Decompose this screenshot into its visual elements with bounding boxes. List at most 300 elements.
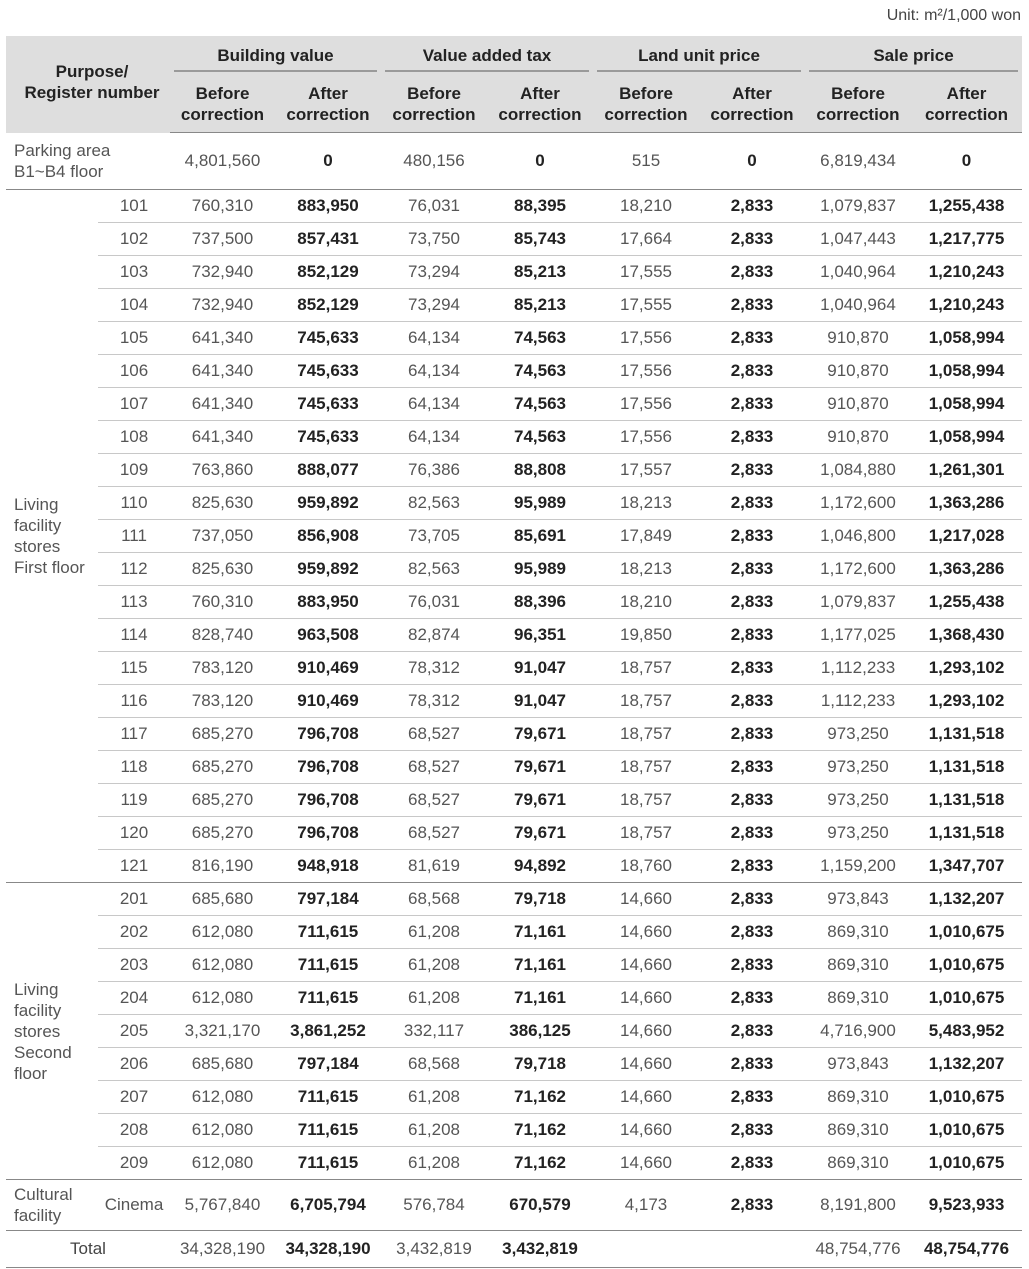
cell-vat-after: 79,671 xyxy=(487,784,593,817)
cell-sale-before: 1,040,964 xyxy=(805,256,911,289)
cell-building-after: 856,908 xyxy=(275,520,381,553)
cell-vat-before: 64,134 xyxy=(381,388,487,421)
table-row xyxy=(6,1147,1022,1180)
cell-land-after: 2,833 xyxy=(699,685,805,718)
cell-building-before: 760,310 xyxy=(170,586,275,619)
cell-building-after: 3,861,252 xyxy=(275,1015,381,1048)
register-number: 114 xyxy=(98,619,170,652)
cell-vat-before: 480,156 xyxy=(381,133,487,190)
cell-vat-after: 74,563 xyxy=(487,421,593,454)
cell-vat-after: 85,743 xyxy=(487,223,593,256)
cell-building-before: 760,310 xyxy=(170,190,275,223)
cell-building-before: 612,080 xyxy=(170,916,275,949)
cell-vat-after: 94,892 xyxy=(487,850,593,883)
register-number: 120 xyxy=(98,817,170,850)
cell-building-after: 745,633 xyxy=(275,355,381,388)
cell-vat-after: 91,047 xyxy=(487,652,593,685)
cell-vat-before: 81,619 xyxy=(381,850,487,883)
cell-sale-after: 1,131,518 xyxy=(911,718,1022,751)
cell-vat-after: 79,718 xyxy=(487,883,593,916)
cell-building-after: 711,615 xyxy=(275,1081,381,1114)
cell-building-after: 797,184 xyxy=(275,883,381,916)
cell-vat-before: 73,294 xyxy=(381,256,487,289)
cell-land-after: 2,833 xyxy=(699,487,805,520)
register-number: 117 xyxy=(98,718,170,751)
cell-land-before: 14,660 xyxy=(593,1081,699,1114)
cell-vat-before: 61,208 xyxy=(381,1114,487,1147)
table-row xyxy=(6,520,1022,553)
cell-land-before: 17,849 xyxy=(593,520,699,553)
cell-sale-after: 1,131,518 xyxy=(911,784,1022,817)
cell-sale-before: 910,870 xyxy=(805,421,911,454)
cell-sale-after: 1,255,438 xyxy=(911,190,1022,223)
cell-building-before: 816,190 xyxy=(170,850,275,883)
cell-sale-before: 869,310 xyxy=(805,916,911,949)
register-number: 206 xyxy=(98,1048,170,1081)
register-number: 113 xyxy=(98,586,170,619)
cell-sale-after: 1,293,102 xyxy=(911,652,1022,685)
cell-building-before: 612,080 xyxy=(170,1081,275,1114)
register-number: 209 xyxy=(98,1147,170,1180)
cell-vat-after: 386,125 xyxy=(487,1015,593,1048)
table-row xyxy=(6,652,1022,685)
cell-building-after: 797,184 xyxy=(275,1048,381,1081)
cell-total-sale-before: 48,754,776 xyxy=(805,1231,911,1268)
cell-land-before: 14,660 xyxy=(593,949,699,982)
cell-vat-before: 82,563 xyxy=(381,553,487,586)
cell-building-before: 641,340 xyxy=(170,388,275,421)
cell-building-after: 948,918 xyxy=(275,850,381,883)
cell-vat-after: 74,563 xyxy=(487,322,593,355)
register-number: 201 xyxy=(98,883,170,916)
register-number: 112 xyxy=(98,553,170,586)
cell-sale-after: 1,132,207 xyxy=(911,883,1022,916)
cell-sale-before: 1,172,600 xyxy=(805,553,911,586)
cell-land-after: 2,833 xyxy=(699,883,805,916)
cell-land-before: 18,757 xyxy=(593,817,699,850)
cell-land-after: 2,833 xyxy=(699,784,805,817)
cell-vat-after: 71,162 xyxy=(487,1114,593,1147)
cell-total-building-after: 34,328,190 xyxy=(275,1231,381,1268)
header-sale-price: Sale price xyxy=(805,36,1022,76)
table-body xyxy=(6,133,1022,1268)
table-row xyxy=(6,454,1022,487)
cell-land-before: 515 xyxy=(593,133,699,190)
register-number: 103 xyxy=(98,256,170,289)
cell-building-before: 685,270 xyxy=(170,751,275,784)
cell-sale-after: 1,363,286 xyxy=(911,553,1022,586)
cell-sale-before: 869,310 xyxy=(805,1081,911,1114)
cell-vat-after: 79,671 xyxy=(487,817,593,850)
cell-building-after: 910,469 xyxy=(275,652,381,685)
cell-building-before: 783,120 xyxy=(170,652,275,685)
register-number: 109 xyxy=(98,454,170,487)
register-number: 111 xyxy=(98,520,170,553)
cell-vat-before: 61,208 xyxy=(381,1147,487,1180)
table-row xyxy=(6,685,1022,718)
cell-vat-after: 91,047 xyxy=(487,685,593,718)
table-row xyxy=(6,322,1022,355)
row-label-parking: Parking area B1~B4 floor xyxy=(6,133,170,190)
cell-building-after: 888,077 xyxy=(275,454,381,487)
cell-sale-before: 869,310 xyxy=(805,949,911,982)
cell-sale-after: 1,010,675 xyxy=(911,1081,1022,1114)
cell-building-after: 711,615 xyxy=(275,916,381,949)
cell-vat-before: 64,134 xyxy=(381,355,487,388)
cell-sale-before: 910,870 xyxy=(805,355,911,388)
cell-land-after: 2,833 xyxy=(699,553,805,586)
cell-building-after: 711,615 xyxy=(275,949,381,982)
cell-building-before: 737,050 xyxy=(170,520,275,553)
cell-vat-after: 74,563 xyxy=(487,388,593,421)
cell-vat-before: 73,750 xyxy=(381,223,487,256)
cell-vat-before: 68,527 xyxy=(381,718,487,751)
cell-vat-after: 88,395 xyxy=(487,190,593,223)
cell-land-before: 17,556 xyxy=(593,322,699,355)
table-row xyxy=(6,223,1022,256)
table-row xyxy=(6,817,1022,850)
cell-building-before: 612,080 xyxy=(170,1114,275,1147)
cell-vat-after: 0 xyxy=(487,133,593,190)
table-row xyxy=(6,421,1022,454)
cell-land-before: 18,213 xyxy=(593,553,699,586)
table-row xyxy=(6,883,1022,916)
cell-vat-before: 73,294 xyxy=(381,289,487,322)
cell-vat-after: 85,691 xyxy=(487,520,593,553)
cell-land-after: 2,833 xyxy=(699,718,805,751)
table-row-parking xyxy=(6,133,1022,190)
cell-sale-after: 1,058,994 xyxy=(911,355,1022,388)
cell-land-before: 14,660 xyxy=(593,916,699,949)
header-value-added-tax-before-correction: Before correction xyxy=(381,76,487,133)
cell-sale-after: 0 xyxy=(911,133,1022,190)
header-building-value-before-correction: Before correction xyxy=(170,76,275,133)
cell-land-after: 2,833 xyxy=(699,817,805,850)
cell-sale-before: 4,716,900 xyxy=(805,1015,911,1048)
cell-vat-after: 79,671 xyxy=(487,718,593,751)
row-label-first-floor: Living facility stores First floor xyxy=(6,190,98,883)
cell-sale-before: 1,047,443 xyxy=(805,223,911,256)
cell-building-after: 959,892 xyxy=(275,487,381,520)
table-row xyxy=(6,355,1022,388)
cell-sale-before: 6,819,434 xyxy=(805,133,911,190)
cell-vat-before: 576,784 xyxy=(381,1180,487,1231)
register-number: 101 xyxy=(98,190,170,223)
table-row xyxy=(6,850,1022,883)
cell-land-before: 17,556 xyxy=(593,421,699,454)
cell-land-before: 18,757 xyxy=(593,652,699,685)
cell-land-before: 4,173 xyxy=(593,1180,699,1231)
cell-building-after: 745,633 xyxy=(275,421,381,454)
cell-sale-after: 1,058,994 xyxy=(911,421,1022,454)
register-number: 108 xyxy=(98,421,170,454)
cell-vat-before: 332,117 xyxy=(381,1015,487,1048)
cell-building-before: 5,767,840 xyxy=(170,1180,275,1231)
header-building-value: Building value xyxy=(170,36,381,76)
cell-land-after: 2,833 xyxy=(699,520,805,553)
header-purpose: Purpose/ Register number xyxy=(6,36,170,133)
cell-land-before: 18,757 xyxy=(593,718,699,751)
cell-building-before: 763,860 xyxy=(170,454,275,487)
cell-vat-after: 79,671 xyxy=(487,751,593,784)
register-number: 115 xyxy=(98,652,170,685)
cell-land-after: 2,833 xyxy=(699,454,805,487)
cell-land-after: 2,833 xyxy=(699,223,805,256)
row-label-total: Total xyxy=(6,1231,170,1268)
cell-land-after: 2,833 xyxy=(699,1147,805,1180)
cell-building-before: 641,340 xyxy=(170,322,275,355)
header-land-unit-price: Land unit price xyxy=(593,36,805,76)
cell-land-after: 2,833 xyxy=(699,982,805,1015)
cell-building-before: 825,630 xyxy=(170,487,275,520)
cell-total-land-after xyxy=(699,1231,805,1268)
register-number: 208 xyxy=(98,1114,170,1147)
header-land-unit-price-before-correction: Before correction xyxy=(593,76,699,133)
cell-land-after: 2,833 xyxy=(699,652,805,685)
cell-land-after: 2,833 xyxy=(699,355,805,388)
header-value-added-tax: Value added tax xyxy=(381,36,593,76)
cell-building-before: 685,270 xyxy=(170,817,275,850)
register-number: 119 xyxy=(98,784,170,817)
cell-sale-before: 973,250 xyxy=(805,718,911,751)
cell-sale-after: 1,255,438 xyxy=(911,586,1022,619)
cell-building-after: 745,633 xyxy=(275,322,381,355)
cell-vat-after: 95,989 xyxy=(487,487,593,520)
cell-sale-after: 1,010,675 xyxy=(911,916,1022,949)
table-row xyxy=(6,1015,1022,1048)
cell-building-after: 711,615 xyxy=(275,982,381,1015)
cell-vat-after: 71,161 xyxy=(487,949,593,982)
cell-sale-before: 910,870 xyxy=(805,388,911,421)
cell-land-before: 17,556 xyxy=(593,355,699,388)
register-number: 203 xyxy=(98,949,170,982)
cell-land-before: 18,210 xyxy=(593,586,699,619)
cell-land-before: 14,660 xyxy=(593,982,699,1015)
cell-land-before: 17,555 xyxy=(593,289,699,322)
cell-building-after: 711,615 xyxy=(275,1114,381,1147)
cell-land-before: 17,555 xyxy=(593,256,699,289)
cell-sale-before: 973,843 xyxy=(805,1048,911,1081)
cell-sale-after: 1,347,707 xyxy=(911,850,1022,883)
cell-vat-before: 64,134 xyxy=(381,322,487,355)
table-row xyxy=(6,388,1022,421)
cell-vat-after: 71,161 xyxy=(487,982,593,1015)
cell-building-before: 3,321,170 xyxy=(170,1015,275,1048)
row-label-second-floor: Living facility stores Second floor xyxy=(6,883,98,1180)
table-row xyxy=(6,256,1022,289)
table-row xyxy=(6,718,1022,751)
table-row xyxy=(6,586,1022,619)
cell-sale-before: 8,191,800 xyxy=(805,1180,911,1231)
cell-land-before: 17,557 xyxy=(593,454,699,487)
register-number: 205 xyxy=(98,1015,170,1048)
table-row xyxy=(6,1081,1022,1114)
cell-building-before: 828,740 xyxy=(170,619,275,652)
header-row-groups xyxy=(6,36,1022,76)
cell-sale-before: 1,079,837 xyxy=(805,586,911,619)
cell-vat-after: 74,563 xyxy=(487,355,593,388)
cell-total-vat-before: 3,432,819 xyxy=(381,1231,487,1268)
cell-land-after: 0 xyxy=(699,133,805,190)
cell-building-before: 685,680 xyxy=(170,1048,275,1081)
register-number: 207 xyxy=(98,1081,170,1114)
row-label-cultural-facility: Cultural facility xyxy=(6,1180,98,1231)
cell-building-after: 852,129 xyxy=(275,256,381,289)
cell-sale-before: 973,250 xyxy=(805,817,911,850)
cell-land-after: 2,833 xyxy=(699,1015,805,1048)
cell-vat-after: 71,162 xyxy=(487,1081,593,1114)
cell-vat-after: 88,808 xyxy=(487,454,593,487)
cell-land-before: 14,660 xyxy=(593,1015,699,1048)
cell-vat-before: 76,386 xyxy=(381,454,487,487)
cell-sale-before: 1,177,025 xyxy=(805,619,911,652)
cell-building-after: 711,615 xyxy=(275,1147,381,1180)
header-sale-price-after-correction: After correction xyxy=(911,76,1022,133)
cell-building-before: 641,340 xyxy=(170,355,275,388)
cell-sale-before: 1,040,964 xyxy=(805,289,911,322)
cell-vat-before: 73,705 xyxy=(381,520,487,553)
cell-vat-before: 68,527 xyxy=(381,817,487,850)
cell-vat-after: 670,579 xyxy=(487,1180,593,1231)
cell-vat-before: 68,527 xyxy=(381,751,487,784)
cell-sale-after: 1,010,675 xyxy=(911,1147,1022,1180)
header-building-value-after-correction: After correction xyxy=(275,76,381,133)
register-number: Cinema xyxy=(98,1180,170,1231)
cell-sale-before: 1,159,200 xyxy=(805,850,911,883)
cell-vat-before: 61,208 xyxy=(381,982,487,1015)
cell-building-after: 963,508 xyxy=(275,619,381,652)
cell-land-before: 19,850 xyxy=(593,619,699,652)
table-row xyxy=(6,553,1022,586)
cell-land-before: 17,664 xyxy=(593,223,699,256)
cell-vat-before: 68,568 xyxy=(381,883,487,916)
table-row xyxy=(6,190,1022,223)
table-row xyxy=(6,982,1022,1015)
table-row-total xyxy=(6,1231,1022,1268)
table-row xyxy=(6,1114,1022,1147)
cell-land-after: 2,833 xyxy=(699,256,805,289)
cell-land-after: 2,833 xyxy=(699,850,805,883)
header-sale-price-before-correction: Before correction xyxy=(805,76,911,133)
cell-vat-before: 68,568 xyxy=(381,1048,487,1081)
cell-total-sale-after: 48,754,776 xyxy=(911,1231,1022,1268)
cell-building-after: 6,705,794 xyxy=(275,1180,381,1231)
cell-building-before: 685,680 xyxy=(170,883,275,916)
cell-land-before: 17,556 xyxy=(593,388,699,421)
cell-sale-after: 1,010,675 xyxy=(911,949,1022,982)
cell-building-before: 641,340 xyxy=(170,421,275,454)
cell-building-after: 852,129 xyxy=(275,289,381,322)
cell-vat-before: 61,208 xyxy=(381,916,487,949)
register-number: 106 xyxy=(98,355,170,388)
cell-sale-before: 869,310 xyxy=(805,1147,911,1180)
cell-land-after: 2,833 xyxy=(699,1114,805,1147)
cell-vat-before: 68,527 xyxy=(381,784,487,817)
cell-vat-before: 76,031 xyxy=(381,190,487,223)
register-number: 107 xyxy=(98,388,170,421)
cell-building-before: 612,080 xyxy=(170,982,275,1015)
cell-sale-before: 1,079,837 xyxy=(805,190,911,223)
cell-vat-after: 88,396 xyxy=(487,586,593,619)
cell-sale-after: 1,217,775 xyxy=(911,223,1022,256)
cell-sale-before: 910,870 xyxy=(805,322,911,355)
cell-total-building-before: 34,328,190 xyxy=(170,1231,275,1268)
cell-land-after: 2,833 xyxy=(699,586,805,619)
register-number: 105 xyxy=(98,322,170,355)
cell-sale-before: 869,310 xyxy=(805,982,911,1015)
cell-land-after: 2,833 xyxy=(699,289,805,322)
table-row xyxy=(6,751,1022,784)
cell-sale-after: 1,131,518 xyxy=(911,751,1022,784)
cell-building-after: 796,708 xyxy=(275,718,381,751)
cell-sale-after: 1,261,301 xyxy=(911,454,1022,487)
cell-land-after: 2,833 xyxy=(699,949,805,982)
register-number: 121 xyxy=(98,850,170,883)
table-row xyxy=(6,1048,1022,1081)
cell-sale-after: 1,010,675 xyxy=(911,1114,1022,1147)
cell-vat-after: 85,213 xyxy=(487,289,593,322)
cell-building-before: 685,270 xyxy=(170,718,275,751)
cell-vat-after: 95,989 xyxy=(487,553,593,586)
cell-land-after: 2,833 xyxy=(699,322,805,355)
cell-land-before: 14,660 xyxy=(593,1147,699,1180)
cell-sale-before: 1,112,233 xyxy=(805,685,911,718)
header-value-added-tax-after-correction: After correction xyxy=(487,76,593,133)
register-number: 104 xyxy=(98,289,170,322)
cell-sale-after: 1,363,286 xyxy=(911,487,1022,520)
cell-vat-before: 61,208 xyxy=(381,1081,487,1114)
table-row xyxy=(6,487,1022,520)
cell-sale-after: 1,210,243 xyxy=(911,256,1022,289)
cell-land-before: 18,210 xyxy=(593,190,699,223)
cell-vat-before: 76,031 xyxy=(381,586,487,619)
table-row xyxy=(6,619,1022,652)
cell-vat-before: 82,874 xyxy=(381,619,487,652)
cell-land-before: 18,760 xyxy=(593,850,699,883)
cell-land-after: 2,833 xyxy=(699,421,805,454)
cell-sale-before: 1,046,800 xyxy=(805,520,911,553)
cell-sale-after: 1,132,207 xyxy=(911,1048,1022,1081)
register-number: 204 xyxy=(98,982,170,1015)
cell-vat-after: 71,161 xyxy=(487,916,593,949)
cell-sale-before: 1,112,233 xyxy=(805,652,911,685)
cell-vat-before: 61,208 xyxy=(381,949,487,982)
cell-vat-after: 79,718 xyxy=(487,1048,593,1081)
cell-building-after: 883,950 xyxy=(275,190,381,223)
cell-sale-after: 1,131,518 xyxy=(911,817,1022,850)
table-row xyxy=(6,784,1022,817)
register-number: 102 xyxy=(98,223,170,256)
cell-building-before: 4,801,560 xyxy=(170,133,275,190)
cell-total-vat-after: 3,432,819 xyxy=(487,1231,593,1268)
cell-land-after: 2,833 xyxy=(699,916,805,949)
cell-sale-before: 869,310 xyxy=(805,1114,911,1147)
cell-sale-before: 1,172,600 xyxy=(805,487,911,520)
cell-sale-after: 1,058,994 xyxy=(911,322,1022,355)
cell-total-land-before xyxy=(593,1231,699,1268)
cell-vat-before: 78,312 xyxy=(381,652,487,685)
cell-sale-after: 1,293,102 xyxy=(911,685,1022,718)
cell-building-after: 796,708 xyxy=(275,817,381,850)
cell-land-after: 2,833 xyxy=(699,619,805,652)
cell-land-after: 2,833 xyxy=(699,190,805,223)
register-number: 110 xyxy=(98,487,170,520)
cell-sale-after: 1,217,028 xyxy=(911,520,1022,553)
cell-sale-after: 1,368,430 xyxy=(911,619,1022,652)
cell-land-before: 14,660 xyxy=(593,883,699,916)
cell-building-after: 910,469 xyxy=(275,685,381,718)
cell-building-before: 732,940 xyxy=(170,256,275,289)
